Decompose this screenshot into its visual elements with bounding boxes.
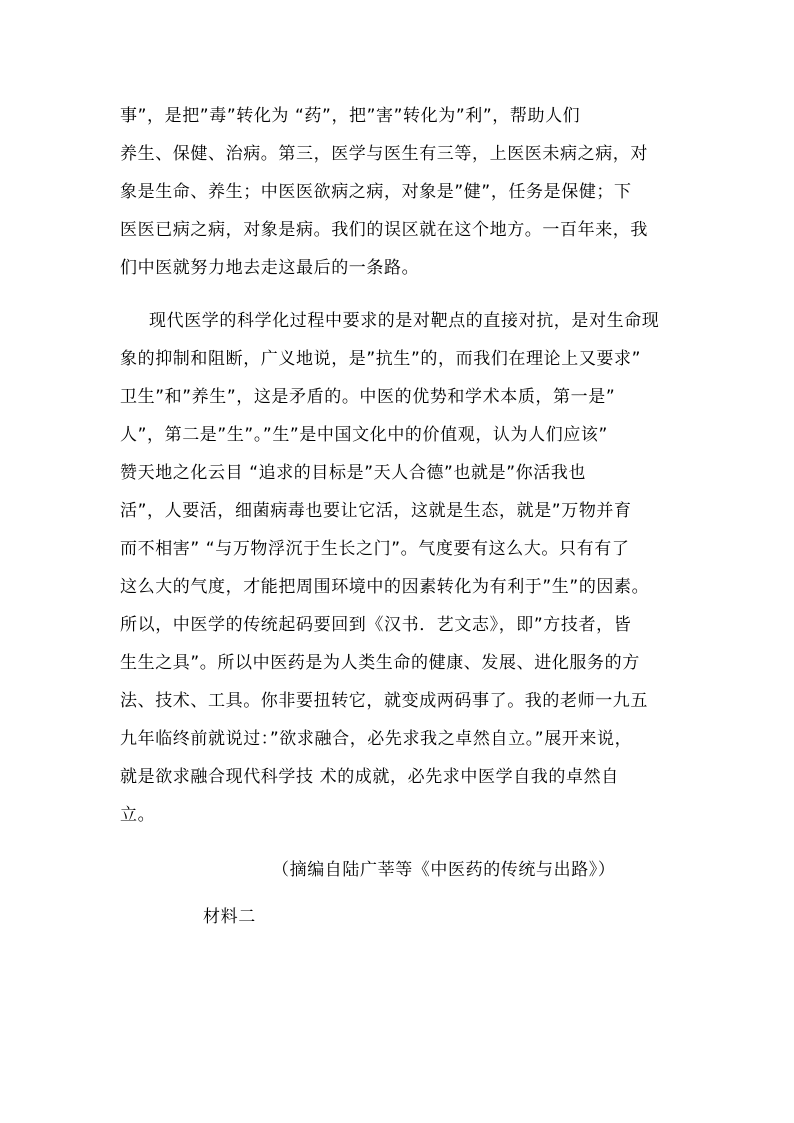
text-line: 这么大的气度，才能把周围环境中的因素转化为有利于”生”的因素。: [120, 577, 650, 597]
section-heading: 材料二: [203, 907, 256, 927]
text-line: 养生、保健、治病。第三，医学与医生有三等，上医医未病之病，对: [120, 144, 648, 164]
source-citation: （摘编自陆广莘等《中医药的传统与出路》）: [272, 860, 616, 880]
text-line: 赞天地之化云目 “追求的目标是”天人合德”也就是”你活我也: [120, 463, 587, 483]
text-line: 法、技术、工具。你非要扭转它，就变成两码事了。我的老师一九五: [120, 691, 648, 711]
paragraph-first-line: 现代医学的科学化过程中要求的是对靶点的直接对抗，是对生命现: [149, 311, 660, 331]
text-line: 而不相害” “与万物浮沉于生长之门”。气度要有这么大。只有有了: [120, 539, 630, 559]
text-line: 们中医就努力地去走这最后的一条路。: [120, 258, 420, 278]
text-line: 就是欲求融合现代科学技 术的成就，必先求中医学自我的卓然自: [120, 767, 619, 787]
text-line: 象的抑制和阻断，广义地说，是”抗生”的，而我们在理论上又要求”: [120, 349, 642, 369]
text-line: 立。: [120, 805, 156, 825]
text-line: 九年临终前就说过：”欲求融合，必先求我之卓然自立。”展开来说，: [120, 729, 633, 749]
text-line: 人”，第二是”生”。”生”是中国文化中的价值观，认为人们应该”: [120, 425, 608, 445]
text-line: 生生之具”。所以中医药是为人类生命的健康、发展、进化服务的方: [120, 653, 640, 673]
text-line: 卫生”和”养生”，这是矛盾的。中医的优势和学术本质，第一是”: [120, 387, 616, 407]
text-line: 活”，人要活，细菌病毒也要让它活，这就是生态，就是”万物并育: [120, 501, 632, 521]
text-line: 所以，中医学的传统起码要回到《汉书．艺文志》，即”方技者，皆: [120, 615, 632, 635]
text-line: 事”，是把”毒”转化为 “药”，把”害”转化为”利”，帮助人们: [120, 106, 581, 126]
text-line: 医医已病之病，对象是病。我们的误区就在这个地方。一百年来，我: [120, 220, 648, 240]
text-line: 象是生命、养生；中医医欲病之病，对象是”健”，任务是保健；下: [120, 182, 632, 202]
